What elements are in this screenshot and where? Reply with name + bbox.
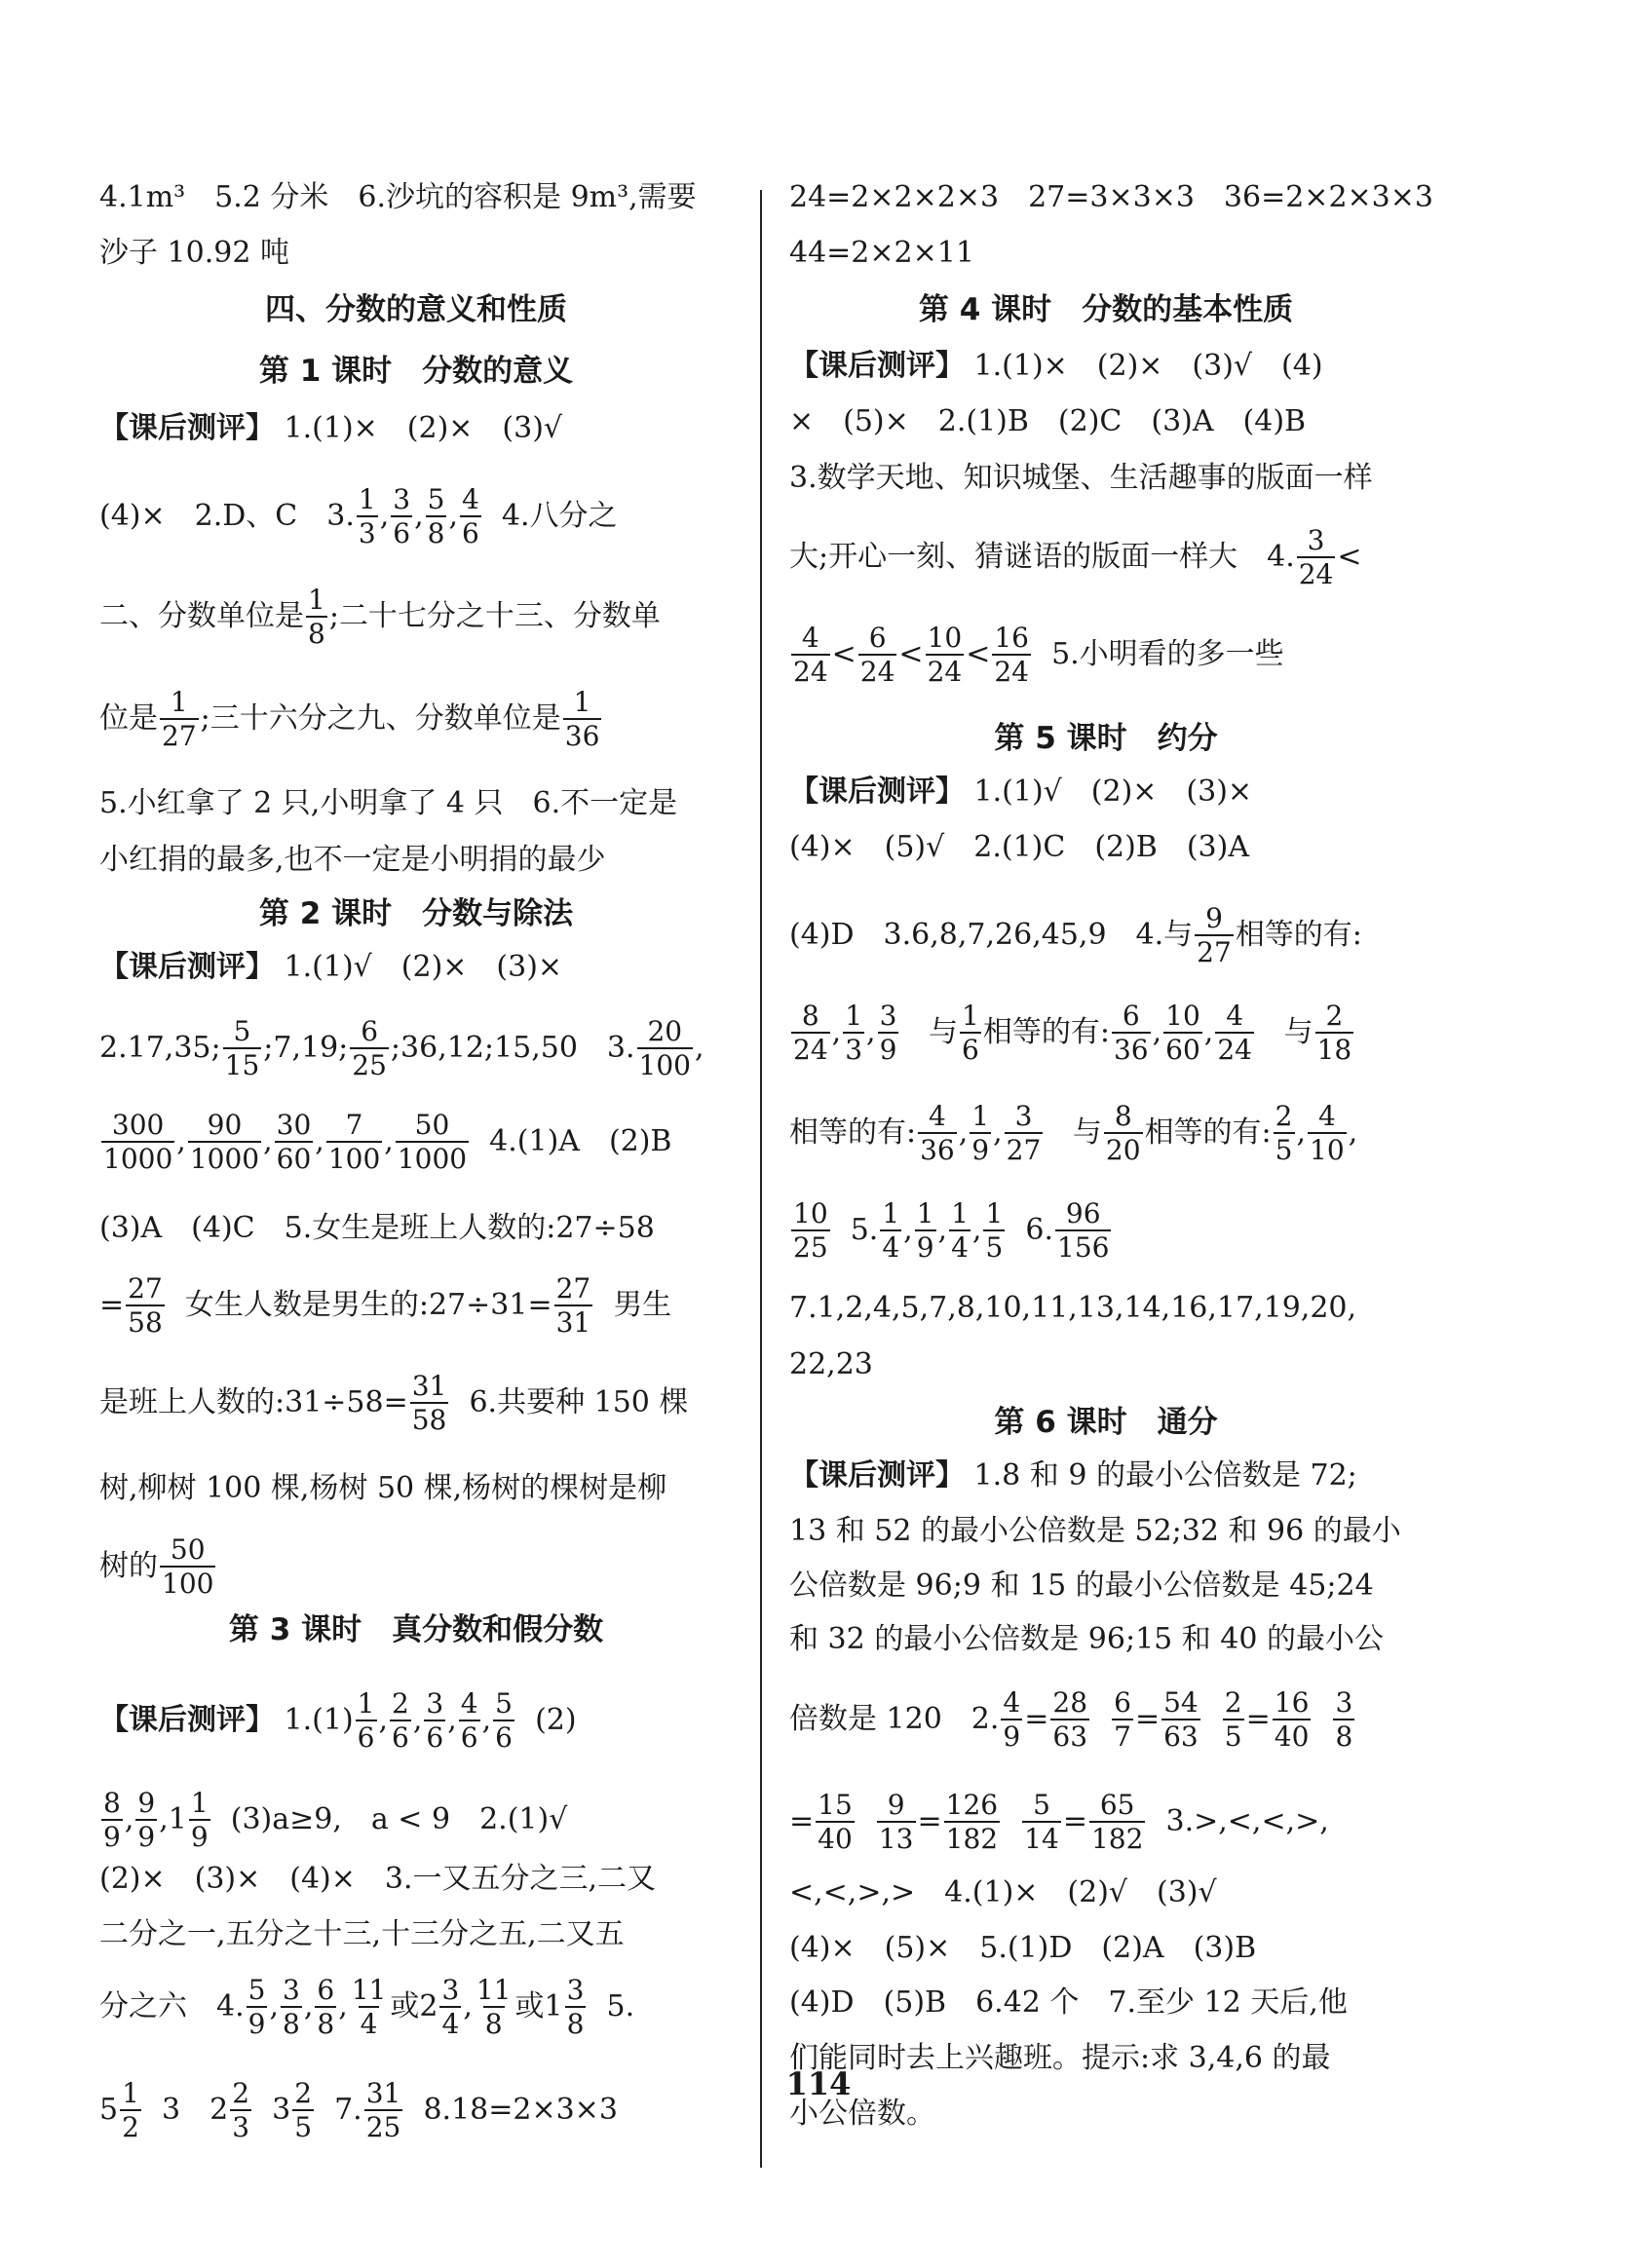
text: 1.(1)× (2)× (3)√ (4) [973,349,1323,383]
text: (2) [535,1703,577,1738]
page-number: 114 [785,2065,852,2102]
fraction: 3 6 [393,483,411,550]
text: 四、分数的意义和性质 [265,292,567,327]
text-line: 10 25 5. 1 4 , 1 9 , 1 4 , 1 5 6. 96 156 [793,1197,1110,1265]
text: 倍数是 120 2. [789,1702,1000,1737]
text-line [99,1535,733,1599]
text: 树的 [99,1549,158,1584]
text-line: 相等的有: 4 36 , 1 9 , 3 27 与 8 20 相等的有: 2 5 , 4 10 , [789,1100,1358,1167]
fraction: $\frac{126}{182}$ [945,1789,999,1856]
fraction: 8 9 [103,1787,121,1854]
text-line: 8 9 , 9 9 , 1 1 9 (3)a≥9, a < 9 2.(1)√ [103,1787,568,1854]
text: 8.18=2×3×3 [423,2093,618,2128]
text-line [789,526,1423,589]
fraction: $\frac{4}{9}$ [1003,1686,1021,1754]
text: 们能同时去上兴趣班。提示:求 3,4,6 的最 [789,2041,1331,2075]
fraction: 3 8 [566,1974,585,2041]
text-line [789,349,1423,383]
fraction: 10 24 [927,622,963,689]
text-line [99,1274,733,1338]
text-line [99,950,733,984]
text-line [99,236,733,270]
text-line: 倍数是 120 2. $\frac{4}{9}$ = $\frac{28}{63}$ $\frac{6}{7}$ = $\frac{54}{63}$ $\frac{2}{5}$ = $\frac{16}{40}$ 3 8 [789,1686,1353,1754]
text: 第 2 课时 分数与除法 [258,896,574,931]
fraction: 1 9 [971,1100,990,1167]
text-line [99,1211,733,1245]
fraction: 4 24 [1217,1000,1252,1067]
text-line [789,1985,1423,2020]
exercise-tag: 【课后测评】 [99,411,275,445]
text-line: 4 24 < 6 24 < 10 24 < 16 24 5.小明看的多一些 [793,622,1284,689]
text: 13 和 52 的最小公倍数是 52;32 和 96 的最小 [789,1514,1401,1548]
text: 4.1m³ 5.2 分米 6.沙坑的容积是 9m³,需要 [99,180,697,214]
text: 小公倍数。 [789,2097,935,2131]
text: 1.(1)× (2)× (3)√ [284,411,563,445]
text-line: 2.17,35; 5 15 ;7,19; 6 25 ;36,12;15,50 3. 20 100 , [99,1015,704,1082]
text-line [789,2099,1423,2129]
fraction: 50 1000 [397,1109,468,1176]
text-line [789,830,1423,864]
text: × (5)× 2.(1)B (2)C (3)A (4)B [789,404,1307,438]
text: 树,柳树 100 棵,杨树 50 棵,杨树的棵树是柳 [99,1471,667,1505]
fraction: 1 27 [162,686,197,753]
fraction: 4 24 [793,622,828,689]
text-line [99,1917,733,1951]
text-line [789,1875,1423,1909]
text: 第 1 课时 分数的意义 [258,354,574,389]
text: (2)× (3)× (4)× 3.一又五分之三,二又 [99,1862,657,1896]
fraction: $\frac{5}{14}$ [1024,1789,1059,1856]
text: < [1337,540,1362,575]
text-line [99,411,733,445]
fraction: 9 9 [137,1787,156,1854]
text: 5 [99,2093,119,2128]
lesson-heading [789,1405,1423,1440]
text-line [99,1471,733,1505]
exercise-tag: 【课后测评】 [789,349,965,383]
fraction: $\frac{9}{13}$ [878,1789,914,1856]
text: 大;开心一刻、猜谜语的版面一样大 4. [789,540,1295,575]
fraction: 50 100 [162,1533,214,1601]
text: 分之六 4. [99,1989,245,2024]
fraction: 5 9 [247,1974,266,2041]
fraction: $\frac{15}{40}$ [818,1789,853,1856]
text: 位是 [99,701,158,737]
text: 1.(1) [284,1703,354,1738]
text: 与 [1072,1115,1102,1151]
text: 2.17,35; [99,1031,221,1066]
text: ;三十六分之九、分数单位是 [200,701,561,737]
section-heading [99,292,733,327]
fraction: 3 6 [426,1687,444,1755]
text: 和 32 的最小公倍数是 96;15 和 40 的最小公 [789,1622,1385,1656]
text: 7.1,2,4,5,7,8,10,11,13,14,16,17,19,20, [789,1291,1357,1325]
fraction: 3 8 [283,1974,300,2041]
fraction: 2 5 [1275,1100,1293,1167]
text: (4)× (5)× 5.(1)D (2)A (3)B [789,1931,1257,1965]
fraction: $\frac{65}{182}$ [1090,1789,1144,1856]
text-line [99,1372,733,1435]
text-line [789,236,1423,270]
fraction: 1 6 [357,1687,375,1755]
text: 22,23 [789,1347,873,1381]
fraction: 1 36 [564,686,600,753]
text: 5.小红拿了 2 只,小明拿了 4 只 6.不一定是 [99,786,678,820]
text: 3 [272,2093,291,2128]
text: 第 5 课时 约分 [994,721,1218,756]
text-line [789,904,1423,967]
text: (4)× 2.D、C 3. [99,499,355,534]
text-line [789,461,1423,495]
lesson-heading [99,1612,733,1647]
text: 5. [850,1213,879,1248]
text-line: = $\frac{15}{40}$ $\frac{9}{13}$ = $\frac{126}{182}$ $\frac{5}{14}$ = $\frac{65}{182}$ 3.>,<,<,>, [789,1789,1329,1856]
fraction: 2 5 [294,2077,313,2144]
fraction: 10 25 [793,1197,828,1265]
text: 6.共要种 150 棵 [469,1385,689,1420]
fraction: 1 9 [916,1197,934,1265]
text: 1.(1)√ (2)× (3)× [284,950,563,984]
text: (4)D 3.6,8,7,26,45,9 4.与 [789,918,1194,953]
text: 44=2×2×11 [789,236,974,270]
text: 沙子 10.92 吨 [99,236,289,270]
fraction: 16 24 [994,622,1029,689]
text: 第 6 课时 通分 [994,1405,1218,1440]
fraction: $\frac{31}{58}$ [411,1370,447,1437]
fraction: 5 15 [224,1015,260,1082]
text: 3 2 [162,2093,229,2128]
fraction: $\frac{2}{5}$ [1224,1686,1242,1754]
text: (4)D (5)B 6.42 个 7.至少 12 天后,他 [789,1985,1348,2020]
text: 6. [1025,1213,1053,1248]
lesson-heading [99,896,733,931]
fraction: 3 8 [1335,1686,1353,1754]
text: = [99,1288,125,1323]
text: 3.>,<,<,>, [1165,1804,1329,1839]
fraction: $\frac{28}{63}$ [1052,1686,1088,1754]
fraction: 1 4 [882,1197,900,1265]
text-line [789,404,1423,438]
text: 第 3 课时 真分数和假分数 [228,1612,604,1647]
text: 3.数学天地、知识城堡、生活趣事的版面一样 [789,461,1373,495]
text-line [789,1622,1423,1656]
text: 或2 [390,1989,438,2024]
text-line [789,1931,1423,1965]
fraction: 7 100 [327,1109,381,1176]
fraction: $\frac{27}{58}$ [128,1272,163,1340]
text: 与 [929,1015,958,1050]
text-line [99,843,733,877]
text-line [99,1862,733,1896]
text: 小红捐的最多,也不一定是小明捐的最少 [99,843,606,877]
fraction: 30 60 [276,1109,312,1176]
lesson-heading [99,354,733,389]
text-line [789,1571,1423,1601]
text-line [789,1347,1423,1381]
text: (3)a≥9, a < 9 2.(1)√ [230,1802,568,1837]
lesson-heading [789,721,1423,756]
text: 4.(1)A (2)B [489,1124,672,1159]
fraction: 6 25 [352,1015,387,1082]
text: ;二十七分之十三、分数单 [328,599,661,634]
text: 相等的有: [1144,1115,1272,1151]
text: 相等的有: [982,1015,1110,1050]
text: 5. [606,1989,635,2024]
fraction: 1 5 [985,1197,1004,1265]
text: 24=2×2×2×3 27=3×3×3 36=2×2×3×3 [789,180,1433,214]
text: 公倍数是 96;9 和 15 的最小公倍数是 45;24 [789,1569,1374,1603]
fraction: 6 8 [317,1974,335,2041]
fraction: 8 20 [1105,1100,1141,1167]
text: 5.小明看的多一些 [1051,637,1284,672]
fraction: 5 6 [495,1687,513,1755]
fraction: 11 4 [351,1974,387,2041]
text-line: 8 24 , 1 3 , 3 9 与 1 6 相等的有: 6 36 , 10 60 , 4 24 与 2 18 [793,1000,1352,1067]
fraction: 31 25 [365,2077,401,2144]
fraction: 1 6 [962,1000,979,1067]
fraction: 300 1000 [103,1109,173,1176]
text: 4.八分之 [501,499,618,534]
fraction: 3 4 [441,1974,460,2041]
text-line [789,777,1423,807]
text-line: 分之六 4. 5 9 , 3 8 , 6 8 , 11 4 或2 3 4 , 11 8 或1 3 8 5. [99,1974,635,2041]
exercise-tag: 【课后测评】 [99,950,275,984]
fraction: 1 9 [190,1787,209,1854]
fraction: 4 6 [462,483,479,550]
text-line: 300 1000 , 90 1000 , 30 60 , 7 100 , 50 1000 4.(1)A (2)B [103,1109,672,1176]
exercise-tag: 【课后测评】 [99,1703,275,1738]
text: 1.8 和 9 的最小公倍数是 72; [973,1458,1357,1493]
exercise-tag: 【课后测评】 [789,775,965,809]
text-line [789,1291,1423,1325]
fraction: 8 24 [793,1000,828,1067]
text-line: (4)× 2.D、C 3. 1 3 , 3 6 , 5 8 , 4 6 4.八分之 [99,483,618,550]
fraction: 1 2 [122,2077,139,2144]
fraction: $\frac{54}{63}$ [1163,1686,1199,1754]
text-line [789,180,1433,214]
exercise-tag: 【课后测评】 [789,1458,965,1493]
text-line [99,688,733,751]
fraction: 96 156 [1057,1197,1110,1265]
text: (4)× (5)√ 2.(1)C (2)B (3)A [789,830,1250,864]
fraction: $\frac{16}{40}$ [1274,1686,1310,1754]
text: 7. [334,2093,362,2128]
text: 男生 [613,1288,672,1323]
text: 女生人数是男生的:27÷31= [184,1288,552,1323]
text-line [99,586,733,649]
fraction: 20 100 [638,1015,691,1082]
fraction: 1 3 [845,1000,863,1067]
text: 二、分数单位是 [99,599,304,634]
text-line [789,1514,1423,1548]
text: 第 4 课时 分数的基本性质 [918,292,1294,327]
text-line [789,1458,1423,1493]
fraction: 9 27 [1197,902,1232,969]
fraction: 1 3 [358,483,376,550]
fraction: 3 27 [1006,1100,1042,1167]
fraction: 3 24 [1298,524,1334,591]
text: 二分之一,五分之十三,十三分之五,二又五 [99,1917,625,1951]
text: ;7,19; [263,1031,349,1066]
text-line: 【课后测评】 1.(1) 1 6 , 2 6 , 3 6 , 4 6 , 5 6 (2) [99,1687,577,1755]
fraction: 2 18 [1316,1000,1352,1067]
text: 1.(1)√ (2)× (3)× [973,775,1253,809]
text: 与 [1283,1015,1313,1050]
fraction: 6 24 [859,622,895,689]
fraction: 10 60 [1165,1000,1200,1067]
fraction: 4 6 [460,1687,478,1755]
text: <,<,>,> 4.(1)× (2)√ (3)√ [789,1875,1217,1909]
text-line [99,180,733,214]
fraction: 1 8 [308,584,325,651]
fraction: 90 1000 [189,1109,260,1176]
lesson-heading [789,292,1423,327]
fraction: 3 9 [879,1000,897,1067]
fraction: $\frac{27}{31}$ [555,1272,591,1340]
text: 或1 [514,1989,563,2024]
text: 相等的有: [1235,918,1362,953]
text: (3)A (4)C 5.女生是班上人数的:27÷58 [99,1211,655,1245]
fraction: 4 36 [920,1100,955,1167]
fraction: $\frac{6}{7}$ [1114,1686,1131,1754]
text: 相等的有: [789,1115,917,1151]
fraction: 4 10 [1310,1100,1345,1167]
text-line [99,786,733,820]
column-divider [760,190,762,2168]
fraction: 6 36 [1113,1000,1149,1067]
fraction: 2 3 [232,2077,250,2144]
fraction: 1 4 [951,1197,969,1265]
text: 是班上人数的:31÷58= [99,1385,408,1420]
text: ;36,12;15,50 3. [390,1031,635,1066]
fraction: 5 8 [427,483,445,550]
fraction: 11 8 [476,1974,512,2041]
fraction: 2 6 [392,1687,409,1755]
